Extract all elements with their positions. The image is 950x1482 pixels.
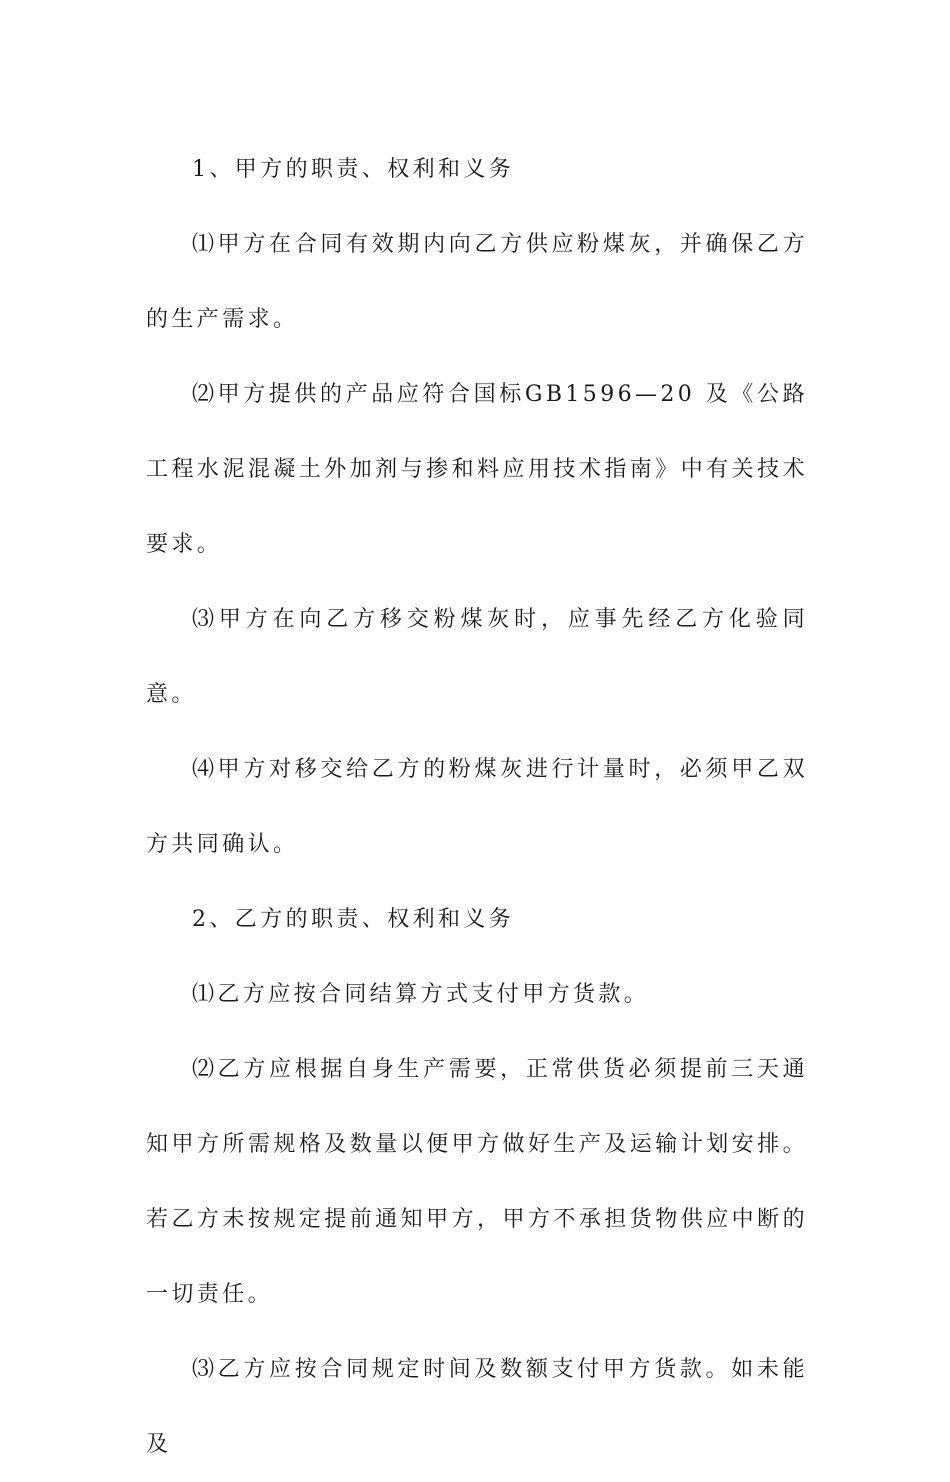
- document-body: [146, 132, 808, 1482]
- section-heading-party-a: 1、甲方的职责、权利和义务: [192, 157, 515, 182]
- paragraph-a1: ⑴甲方在合同有效期内向乙方供应粉煤灰，并确保乙方的生产需求。: [146, 232, 808, 332]
- paragraph-b2: ⑵乙方应根据自身生产需要，正常供货必须提前三天通知甲方所需规格及数量以便甲方做好生产及运输计划安排。若乙方未按规定提前通知甲方，甲方不承担货物供应中断的一切责任。: [146, 1057, 808, 1307]
- paragraph-a2: ⑵甲方提供的产品应符合国标GB1596—20 及《公路工程水泥混凝土外加剂与掺和料应用技术指南》中有关技术要求。: [146, 382, 808, 557]
- paragraph-b1: ⑴乙方应按合同结算方式支付甲方货款。: [192, 982, 650, 1007]
- section-heading-party-b: 2、乙方的职责、权利和义务: [192, 907, 515, 932]
- paragraph-a4: ⑷甲方对移交给乙方的粉煤灰进行计量时，必须甲乙双方共同确认。: [146, 757, 808, 857]
- paragraph-b3: ⑶乙方应按合同规定时间及数额支付甲方货款。如未能及: [146, 1357, 808, 1457]
- paragraph-a3: ⑶甲方在向乙方移交粉煤灰时，应事先经乙方化验同意。: [146, 607, 808, 707]
